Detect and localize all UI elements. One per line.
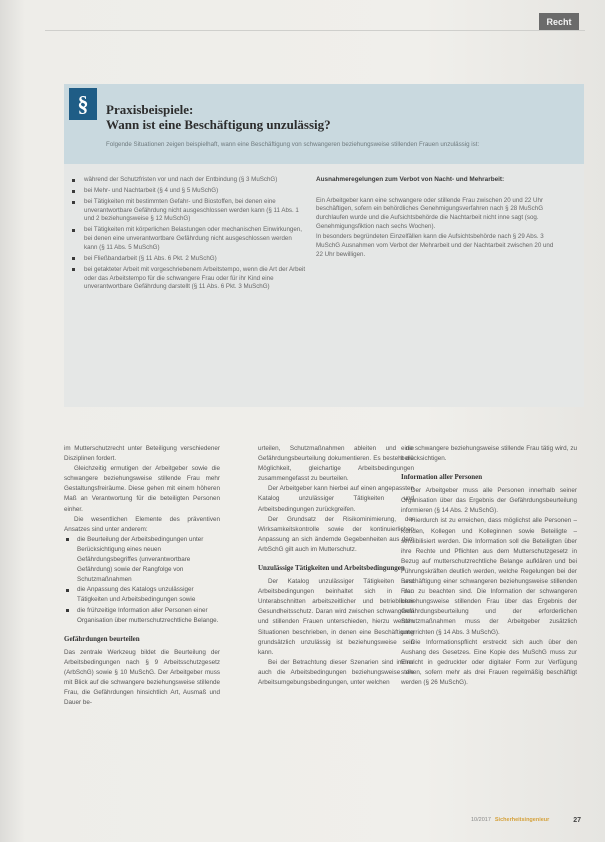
paragraph: Der Katalog unzulässiger Tätigkeiten und Arbeitsbedingungen beinhaltet sich in den Unterabschnitten arbeitszeitlicher und betrieblicher Gesundheitsschutz. Daran wird zwischen schwangeren und stillenden Frauen unterschieden, hierzu werden Situationen beschrieben, in denen eine Beschäftigung grundsätzlich unzulässig ist beziehungsweise sein kann. bbox=[258, 578, 414, 656]
list-item: die frühzeitige Information aller Personen einer Organisation über mutterschutzrechtliche Belange. bbox=[64, 606, 220, 626]
paragraph: urteilen, Schutzmaßnahmen ableiten und die Gefährdungsbeurteilung dokumentieren. Es besteht die Möglichkeit, gleichartige Arbeitsbedingungen zusammengefasst zu beurteilen. bbox=[258, 445, 414, 483]
list-item: bei getakteter Arbeit mit vorgeschriebenem Arbeitstempo, wenn die Art der Arbeit oder das Arbeitstempo für die schwangere Frau oder für ihr Kind eine unverantwortbare Gefährdung darstellt (§ 11 Abs. 6 Pkt. 3 MuSchG) bbox=[70, 266, 306, 292]
box-header bbox=[64, 84, 584, 164]
elements-list bbox=[64, 535, 220, 626]
exceptions-paragraph: In besonders begründeten Einzelfällen kann die Aufsichtsbehörde nach § 29 Abs. 3 MuSchG Ausnahmen vom Verbot der Mehrarbeit und der Nachtarbeit zwischen 20 und 22 Uhr bewilligen. bbox=[316, 233, 554, 258]
magazine-name: Sicherheitsingenieur bbox=[494, 817, 550, 823]
exceptions-heading: Ausnahmeregelungen zum Verbot von Nacht- und Mehrarbeit: bbox=[316, 176, 505, 183]
paragraph-icon: § bbox=[69, 88, 97, 120]
paragraph: Hierdurch ist zu erreichen, dass möglichst alle Personen – Kunden, Kollegen und Kolleginnen sowie Beteiligte – sensibilisiert werden. Die Information soll die Beteiligten über ihre Rechte und Pflichten aus dem Mutterschutzgesetz in Bezug auf mutterschutzrechtliche Belange aufklären und bei Führungskräften deutlich werden, welche Regelungen bei der Beschäftigung einer schwangeren beziehungsweise stillenden Frau zu beachten sind. Die Information der schwangeren beziehungsweise stillenden Frau über das Ergebnis der Gefährdungsbeurteilung und der erforderlichen Schutzmaßnahmen muss der Arbeitgeber zusätzlich unterrichten (§ 14 Abs. 3 MuSchG). bbox=[401, 517, 577, 636]
page-footer bbox=[471, 815, 581, 825]
article-column-2 bbox=[258, 444, 414, 688]
paragraph: Das zentrale Werkzeug bildet die Beurteilung der Arbeitsbedingungen nach § 9 Arbeitsschutzgesetz (ArbSchG) sowie § 10 MuSchG. Der Arbeitgeber muss mit Blick auf die schwangere beziehungsweise stillende Frau, die Gefährdungen hinsichtlich Art, Ausmaß und Dauer be- bbox=[64, 648, 220, 707]
box-intro: Folgende Situationen zeigen beispielhaft, wann eine Beschäftigung von schwangeren beziehungsweise stillenden Frauen unzulässig ist: bbox=[106, 141, 480, 148]
subheading: Unzulässige Tätigkeiten und Arbeitsbedingungen bbox=[258, 564, 405, 573]
section-tab: Recht bbox=[539, 13, 579, 31]
issue-date: 10/2017 bbox=[471, 817, 491, 823]
exceptions-column bbox=[316, 176, 556, 262]
list-item: bei Fließbandarbeit (§ 11 Abs. 6 Pkt. 2 MuSchG) bbox=[70, 255, 306, 264]
paragraph: im Mutterschutzrecht unter Beteiligung verschiedener Disziplinen fordert. bbox=[64, 445, 220, 463]
list-item: während der Schutzfristen vor und nach der Entbindung (§ 3 MuSchG) bbox=[70, 176, 306, 185]
box-title-line2: Wann ist eine Beschäftigung unzulässig? bbox=[106, 117, 331, 132]
box-title-line1: Praxisbeispiele: bbox=[106, 102, 194, 117]
subheading: Information aller Personen bbox=[401, 473, 483, 482]
header-rule bbox=[45, 30, 585, 31]
paragraph: Gleichzeitig ermutigen der Arbeitgeber sowie die schwangere beziehungsweise stillende Frau mehr Gestaltungsfreiräume. Diese gehen mit einem höheren Maß an Verantwortung für die beteiligten Personen einher. bbox=[64, 465, 220, 513]
box-title bbox=[106, 102, 566, 132]
unlawful-list bbox=[70, 176, 306, 294]
paragraph: Die wesentlichen Elemente des präventiven Ansatzes sind unter anderem: bbox=[64, 515, 220, 533]
paragraph: Der Arbeitgeber kann hierbei auf einen angepassten Katalog unzulässiger Tätigkeiten und Arbeitsbedingungen zurückgreifen. bbox=[258, 485, 414, 513]
paragraph: Der Grundsatz der Risikominimierung, der Wirksamkeitskontrolle sowie der kontinuierlichen Anpassung an sich ändernde Gegebenheiten aus dem ArbSchG gilt auch im Mutterschutz. bbox=[258, 515, 414, 553]
exceptions-paragraph: Ein Arbeitgeber kann eine schwangere oder stillende Frau zwischen 20 und 22 Uhr beschäftigen, sofern ein behördliches Genehmigungsverfahren nach § 28 MuSchG durchlaufen wurde und die Aufsichtsbehörde die Nachtarbeit nicht inne sagt (sog. Genehmigungsfiktion nach sechs Wochen). bbox=[316, 196, 544, 230]
subheading: Gefährdungen beurteilen bbox=[64, 634, 140, 643]
paragraph: Bei der Betrachtung dieser Szenarien sind immer auch die Arbeitsbedingungen beziehungsweise die Arbeitsumgebungsbedingungen, unter welchen bbox=[258, 658, 414, 686]
paragraph: Die Informationspflicht erstreckt sich auch über den Aushang des Gesetzes. Eine Kopie des MuSchG muss zur Einsicht in gedruckter oder digitaler Form zur Verfügung stehen, sofern mehr als drei Frauen regelmäßig beschäftigt werden (§ 26 MuSchG). bbox=[401, 638, 577, 686]
paragraph: eine schwangere beziehungsweise stillende Frau tätig wird, zu berücksichtigen. bbox=[401, 445, 577, 463]
practice-examples-box bbox=[64, 84, 584, 407]
article-column-3 bbox=[401, 444, 577, 688]
list-item: bei Tätigkeiten mit bestimmten Gefahr- und Biostoffen, bei denen eine unverantwortbare Gefährdung nicht ausgeschlossen werden kann (§ 11 Abs. 1 und 2 beziehungsweise § 12 MuSchG) bbox=[70, 198, 306, 224]
list-item: die Beurteilung der Arbeitsbedingungen unter Berücksichtigung eines neuen Gefährdungsbegriffes (unverantwortbare Gefährdung) sowie der Rangfolge von Schutzmaßnahmen bbox=[64, 535, 220, 585]
page-number: 27 bbox=[573, 816, 581, 824]
list-item: bei Tätigkeiten mit körperlichen Belastungen oder mechanischen Einwirkungen, bei denen eine unverantwortbare Gefährdung nicht ausgeschlossen werden kann (§ 11 Abs. 5 MuSchG) bbox=[70, 226, 306, 252]
paragraph: Der Arbeitgeber muss alle Personen innerhalb seiner Organisation über das Ergebnis der Gefährdungsbeurteilung informieren (§ 14 Abs. 2 MuSchG). bbox=[401, 487, 577, 515]
list-item: die Anpassung des Katalogs unzulässiger Tätigkeiten und Arbeitsbedingungen sowie bbox=[64, 585, 220, 605]
list-item: bei Mehr- und Nachtarbeit (§ 4 und § 5 MuSchG) bbox=[70, 187, 306, 196]
article-column-1 bbox=[64, 444, 220, 708]
